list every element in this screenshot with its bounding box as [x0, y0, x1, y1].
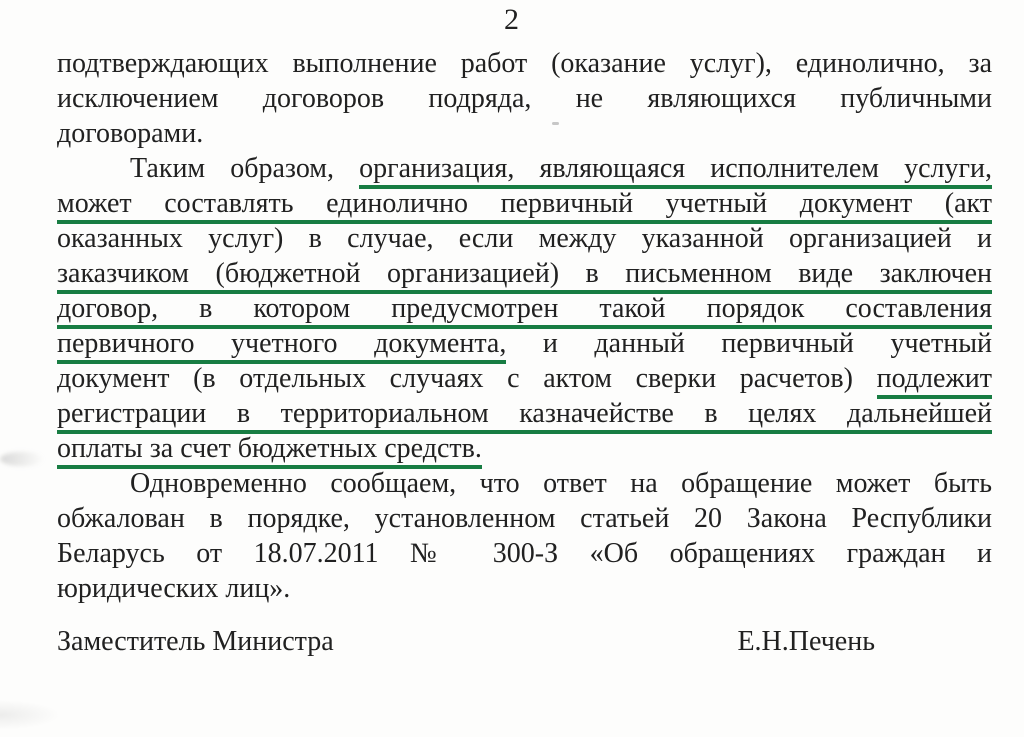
underlined-text: может составлять единолично первичный учетный документ (акт — [57, 188, 992, 224]
underlined-text: заказчиком (бюджетной организацией) в письменном виде заключен — [57, 258, 992, 294]
text-segment: документ (в отдельных случаях с актом сверки расчетов) — [57, 363, 877, 394]
text-line-p1-1 — [57, 46, 992, 81]
text-segment: юридических лиц». — [57, 573, 291, 604]
underlined-text: подлежит — [877, 363, 992, 399]
text-line-p2-1 — [57, 151, 992, 186]
text-line-p2-8 — [57, 396, 992, 431]
text-line-p3-4 — [57, 571, 992, 606]
text-segment: и данный первичный учетный — [506, 328, 992, 359]
text-line-p2-9 — [57, 431, 992, 466]
text-line-p3-1 — [57, 466, 992, 501]
text-line-p2-3 — [57, 221, 992, 256]
scan-speck — [552, 122, 559, 125]
text-segment: Таким образом, — [130, 153, 360, 184]
text-segment: обжалован в порядке, установленном статьей 20 Закона Республики — [57, 503, 992, 534]
text-line-p3-2 — [57, 501, 992, 536]
text-segment: оказанных услуг) в случае, если между указанной организацией и — [57, 223, 992, 254]
text-segment: Одновременно сообщаем, что ответ на обращение может быть — [130, 468, 992, 499]
text-line-p2-6 — [57, 326, 992, 361]
underlined-text: оплаты за счет бюджетных средств. — [57, 433, 482, 469]
text-segment: договорами. — [57, 118, 204, 149]
text-segment: исключением договоров подряда, не являющихся публичными — [57, 83, 992, 114]
page-number: 2 — [504, 3, 520, 36]
text-segment: Беларусь от 18.07.2011 № 300-З «Об обращениях граждан и — [57, 538, 992, 569]
document-body — [57, 46, 992, 606]
underlined-text: первичного учетного документа, — [57, 328, 506, 364]
text-line-p1-2 — [57, 81, 992, 116]
text-line-p1-3 — [57, 116, 992, 151]
text-line-p3-3 — [57, 536, 992, 571]
signature-row — [57, 626, 992, 658]
text-line-p2-7 — [57, 361, 992, 396]
scan-smudge — [0, 700, 60, 730]
text-segment: подтверждающих выполнение работ (оказание услуг), единолично, за — [57, 48, 992, 79]
text-line-p2-4 — [57, 256, 992, 291]
signature-name: Е.Н.Печень — [737, 626, 875, 657]
underlined-text: регистрации в территориальном казначействе в целях дальнейшей — [57, 398, 992, 434]
underlined-text: организация, являющаяся исполнителем услуги, — [359, 153, 992, 189]
signature-title: Заместитель Министра — [57, 626, 334, 657]
scan-smudge — [0, 452, 44, 466]
text-line-p2-5 — [57, 291, 992, 326]
text-line-p2-2 — [57, 186, 992, 221]
underlined-text: договор, в котором предусмотрен такой порядок составления — [57, 293, 992, 329]
